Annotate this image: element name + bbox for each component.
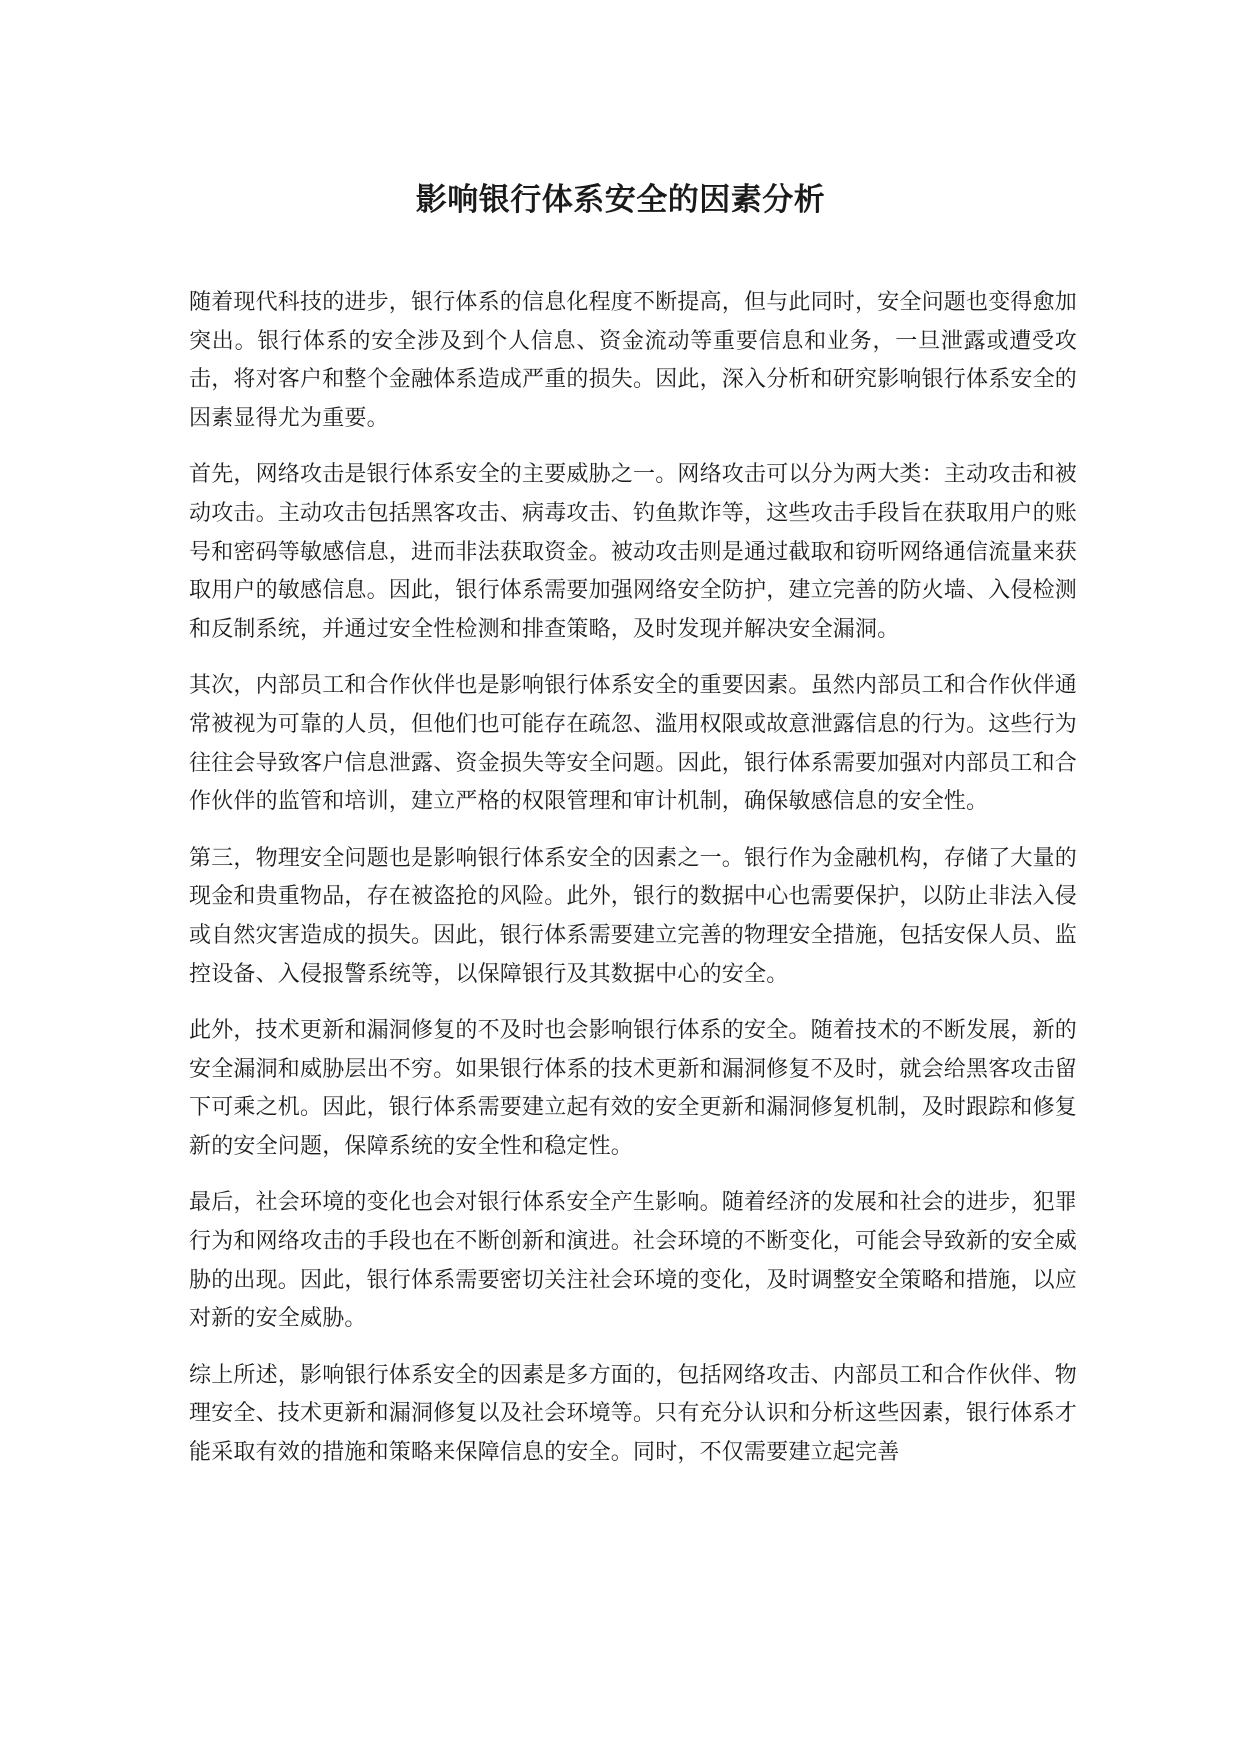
paragraph-conclusion: 综上所述，影响银行体系安全的因素是多方面的，包括网络攻击、内部员工和合作伙伴、物理安全、技术更新和漏洞修复以及社会环境等。只有充分认识和分析这些因素，银行体系才能采取有效的措施和策略来保障信息的安全。同时，不仅需要建立起完善 [189,1362,1078,1466]
paragraph-intro: 随着现代科技的进步，银行体系的信息化程度不断提高，但与此同时，安全问题也变得愈加突出。银行体系的安全涉及到个人信息、资金流动等重要信息和业务，一旦泄露或遭受攻击，将对客户和整个金融体系造成严重的损失。因此，深入分析和研究影响银行体系安全的因素显得尤为重要。 [189,290,1078,431]
paragraph-tech-updates: 此外，技术更新和漏洞修复的不及时也会影响银行体系的安全。随着技术的不断发展，新的安全漏洞和威胁层出不穷。如果银行体系的技术更新和漏洞修复不及时，就会给黑客攻击留下可乘之机。因此，银行体系需要建立起有效的安全更新和漏洞修复机制，及时跟踪和修复新的安全问题，保障系统的安全性和稳定性。 [189,1018,1078,1159]
paragraph-physical-security: 第三，物理安全问题也是影响银行体系安全的因素之一。银行作为金融机构，存储了大量的现金和贵重物品，存在被盗抢的风险。此外，银行的数据中心也需要保护，以防止非法入侵或自然灾害造成的损失。因此，银行体系需要建立完善的物理安全措施，包括安保人员、监控设备、入侵报警系统等，以保障银行及其数据中心的安全。 [189,845,1078,987]
paragraph-social-environment: 最后，社会环境的变化也会对银行体系安全产生影响。随着经济的发展和社会的进步，犯罪行为和网络攻击的手段也在不断创新和演进。社会环境的不断变化，可能会导致新的安全威胁的出现。因此，银行体系需要密切关注社会环境的变化，及时调整安全策略和措施，以应对新的安全威胁。 [189,1190,1078,1332]
paragraph-network-attacks: 首先，网络攻击是银行体系安全的主要威胁之一。网络攻击可以分为两大类：主动攻击和被动攻击。主动攻击包括黑客攻击、病毒攻击、钓鱼欺诈等，这些攻击手段旨在获取用户的账号和密码等敏感信息，进而非法获取资金。被动攻击则是通过截取和窃听网络通信流量来获取用户的敏感信息。因此，银行体系需要加强网络安全防护，建立完善的防火墙、入侵检测和反制系统，并通过安全性检测和排查策略，及时发现并解决安全漏洞。 [189,462,1078,642]
document-body [189,284,1077,1491]
paragraph-internal-staff: 其次，内部员工和合作伙伴也是影响银行体系安全的重要因素。虽然内部员工和合作伙伴通常被视为可靠的人员，但他们也可能存在疏忽、滥用权限或故意泄露信息的行为。这些行为往往会导致客户信息泄露、资金损失等安全问题。因此，银行体系需要加强对内部员工和合作伙伴的监管和培训，建立严格的权限管理和审计机制，确保敏感信息的安全性。 [189,673,1078,815]
document-title: 影响银行体系安全的因素分析 [415,182,826,218]
